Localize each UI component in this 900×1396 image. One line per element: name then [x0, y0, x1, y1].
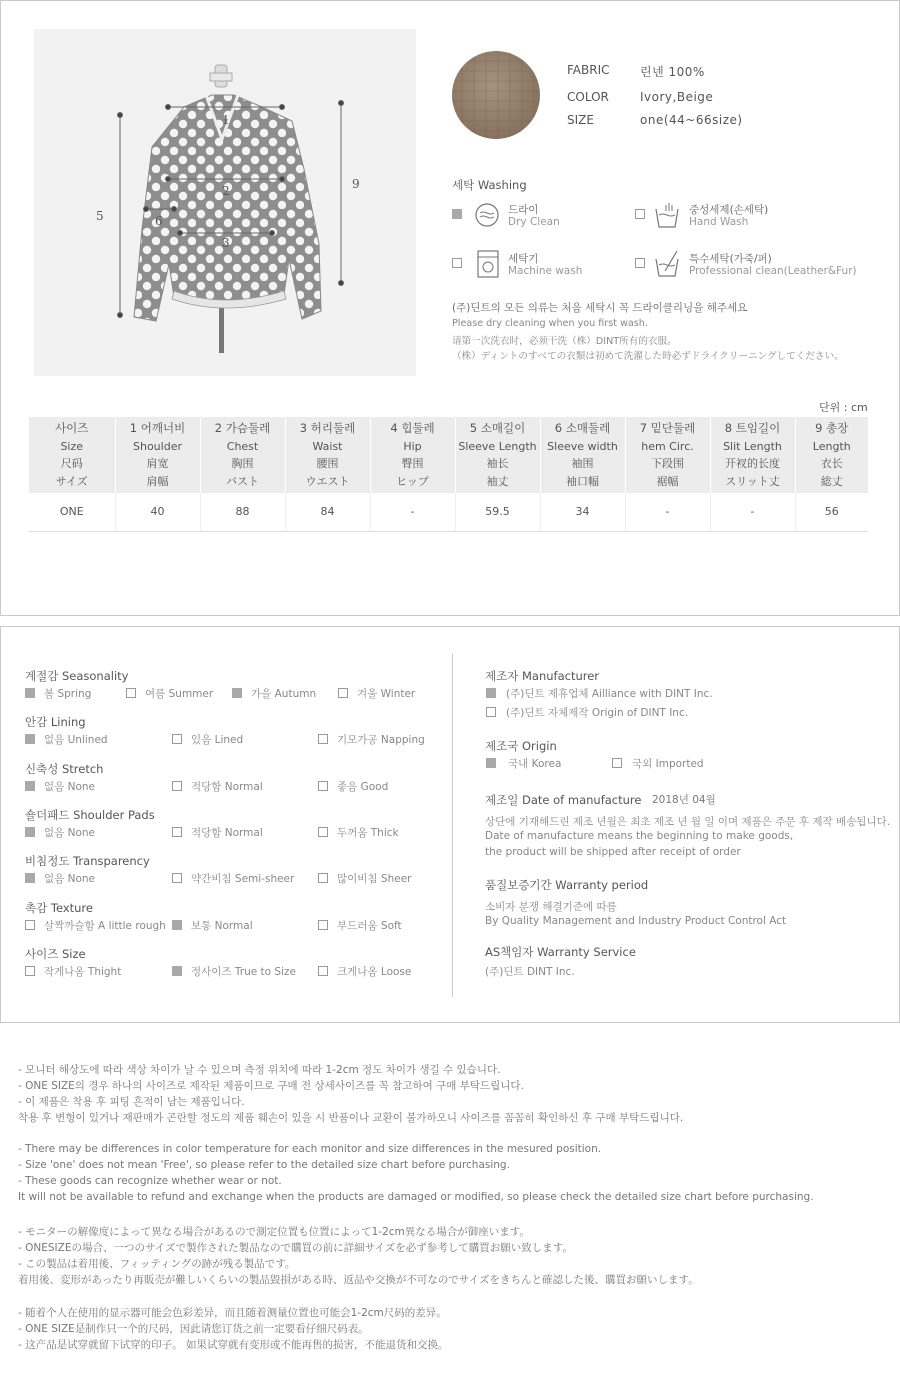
size-table-header-line: Shoulder: [133, 439, 182, 453]
attribute-option-checkbox: [172, 781, 182, 791]
size-table-header-line: 7 밑단둘레: [639, 421, 696, 435]
size-table-header-line: サイズ: [55, 474, 88, 488]
manufacture-date-title: 제조일 Date of manufacture: [485, 793, 642, 807]
attribute-option-checkbox: [172, 873, 182, 883]
size-table-header-line: 开衩的长度: [725, 457, 780, 470]
dry-clean-checkbox: [452, 209, 462, 219]
purchase-note-line: - These goods can recognize whether wear or not.: [18, 1175, 282, 1187]
attribute-option-checkbox: [172, 966, 182, 976]
origin-korea-label: 국내 Korea: [508, 758, 562, 770]
attribute-option-checkbox: [318, 827, 328, 837]
attribute-option-checkbox: [25, 873, 35, 883]
purchase-note-line: - ONE SIZE의 경우 하나의 사이즈로 제작된 제품이므로 구매 전 상세사이즈를 꼭 참고하여 구매 부탁드립니다.: [18, 1080, 524, 1092]
hand-wash-label: 중성세제(손세탁): [689, 204, 769, 216]
attribute-option-checkbox: [338, 688, 348, 698]
size-table-header-line: 袖口幅: [566, 474, 599, 488]
size-table-header-line: 袖丈: [486, 474, 509, 488]
size-table-cell: 59.5: [455, 493, 540, 531]
measure-label-2: 2: [222, 184, 230, 198]
size-table-header-line: 総丈: [820, 474, 843, 488]
origin-imported-checkbox: [612, 758, 622, 768]
attribute-option-checkbox: [172, 827, 182, 837]
size-table-header-row: [29, 417, 868, 493]
size-table-header-line: 8 트임길이: [724, 421, 781, 435]
purchase-note-line: - ONESIZEの場合、一つのサイズで製作された製品なので購買の前に詳細サイズを必ず参考して購買お願い致します。: [18, 1242, 573, 1254]
purchase-note-line: 着用後、変形があったり再販売が難しいくらいの製品毀損がある時、返品や交換が不可なのでサイズをきちんと確認した後、購買お願いします。: [18, 1274, 699, 1286]
size-table-cell: 84: [285, 493, 370, 531]
hand-wash-icon: [653, 201, 681, 229]
attribute-title: 비침정도 Transparency: [25, 854, 150, 868]
size-table-header-line: スリット丈: [725, 474, 780, 488]
size-table-header-line: 5 소매길이: [469, 421, 526, 435]
measure-label-5: 5: [96, 209, 104, 223]
manufacturer-alliance-label: (주)딘트 제휴업체 Ailliance with DINT Inc.: [506, 688, 713, 700]
professional-clean-label-en: Professional clean(Leather&Fur): [689, 265, 857, 277]
attribute-option-label: 살짝까슬함 A little rough: [44, 920, 166, 932]
attribute-title: 촉감 Texture: [25, 901, 93, 915]
size-table-header-cell: [285, 417, 370, 493]
manufacturer-alliance-checkbox: [486, 688, 496, 698]
attribute-option-label: 약간비침 Semi-sheer: [191, 873, 295, 885]
size-key: SIZE: [567, 113, 594, 127]
attribute-option-label: 겨울 Winter: [357, 688, 416, 700]
size-table-header-cell: [795, 417, 868, 493]
measure-label-6: 6: [155, 214, 163, 228]
dry-clean-icon: [473, 202, 501, 228]
purchase-note-line: It will not be available to refund and exchange when the products are damaged or modified, so please check the detailed size chart before purchasing.: [18, 1191, 814, 1203]
size-table-header-cell: [710, 417, 795, 493]
size-table-header-line: 尺码: [60, 457, 83, 470]
size-table-header-line: 9 총장: [815, 421, 849, 435]
attribute-option-label: 없음 None: [44, 873, 96, 885]
size-table-header-line: 腰围: [316, 457, 339, 470]
size-table-header-line: 3 허리둘레: [299, 421, 356, 435]
measure-label-1: 1: [222, 113, 230, 127]
size-table-header-line: 胸围: [231, 457, 254, 470]
washing-note-korean: (주)딘트의 모든 의류는 처음 세탁시 꼭 드라이클리닝을 해주세요: [452, 302, 748, 314]
product-spec-panel: [0, 0, 900, 616]
purchase-note-line: - There may be differences in color temperature for each monitor and size differences in the mesured position.: [18, 1143, 602, 1155]
machine-wash-label-en: Machine wash: [508, 265, 583, 277]
attribute-option-label: 없음 None: [44, 827, 96, 839]
purchase-note-line: - 이 제품은 착용 후 피팅 흔적이 남는 제품입니다.: [18, 1096, 245, 1108]
size-table-row: [29, 493, 868, 531]
color-value: Ivory,Beige: [640, 90, 714, 104]
purchase-note-line: - 随着个人在使用的显示器可能会色彩差异，而且随着测量位置也可能会1-2cm尺码的差异。: [18, 1307, 447, 1319]
washing-note-english: Please dry cleaning when you first wash.: [452, 318, 648, 329]
size-table-header-line: 肩宽: [146, 457, 169, 470]
size-table-cell: -: [710, 493, 795, 531]
size-table-header-line: 4 힙둘레: [390, 421, 435, 435]
size-table-header-cell: [29, 417, 115, 493]
size-table-header-line: Sleeve width: [547, 439, 618, 453]
unit-label: 단위 : cm: [819, 401, 868, 414]
size-table-header-line: 2 가슴둘레: [214, 421, 271, 435]
attribute-option-checkbox: [25, 966, 35, 976]
attribute-option-checkbox: [25, 734, 35, 744]
origin-imported-label: 국외 Imported: [632, 758, 704, 770]
size-table-header-line: Sleeve Length: [458, 439, 537, 453]
attribute-option-label: 적당함 Normal: [191, 781, 263, 793]
size-table-cell: -: [625, 493, 710, 531]
professional-clean-label: 특수세탁(가죽/퍼): [689, 253, 772, 265]
attribute-option-label: 두꺼움 Thick: [337, 827, 399, 839]
attribute-option-label: 보통 Normal: [191, 920, 253, 932]
size-table-header-line: 肩幅: [146, 474, 169, 488]
color-key: COLOR: [567, 90, 609, 104]
fabric-value: 린넨 100%: [640, 65, 705, 79]
warranty-service-value: (주)딘트 DINT Inc.: [485, 966, 575, 978]
attribute-option-label: 많이비침 Sheer: [337, 873, 412, 885]
purchase-note-line: - Size 'one' does not mean 'Free', so please refer to the detailed size chart before purchasing.: [18, 1159, 510, 1171]
manufacture-date-note-en-2: the product will be shipped after receipt of order: [485, 846, 741, 858]
size-table-header-line: Hip: [403, 439, 422, 453]
fabric-key: FABRIC: [567, 63, 610, 77]
attribute-option-label: 작게나옴 Thight: [44, 966, 122, 978]
size-table-header-line: 袖长: [486, 457, 509, 470]
professional-clean-checkbox: [635, 258, 645, 268]
size-table-header-cell: [370, 417, 455, 493]
washing-note-chinese: 请第一次洗衣时，必须干洗（株）DINT所有的衣服。: [452, 336, 677, 347]
warranty-service-title: AS책임자 Warranty Service: [485, 945, 636, 959]
warranty-period-title: 품질보증기간 Warranty period: [485, 878, 649, 892]
machine-wash-checkbox: [452, 258, 462, 268]
size-table-header-line: 1 어깨너비: [129, 421, 186, 435]
origin-title: 제조국 Origin: [485, 739, 557, 753]
manufacturer-origin-checkbox: [486, 707, 496, 717]
size-table-cell: -: [370, 493, 455, 531]
size-table-cell: ONE: [29, 493, 115, 531]
size-table-header-line: 袖围: [571, 457, 594, 470]
attribute-option-label: 적당함 Normal: [191, 827, 263, 839]
purchase-note-line: 착용 후 변형이 있거나 재판매가 곤란할 정도의 제품 훼손이 있을 시 반품이나 교환이 불가하오니 사이즈를 꼼꼼히 확인하신 후 구매 부탁드립니다.: [18, 1112, 684, 1124]
size-table-cell: 88: [200, 493, 285, 531]
size-table-header-cell: [200, 417, 285, 493]
attribute-option-checkbox: [25, 920, 35, 930]
attribute-title: 안감 Lining: [25, 715, 86, 729]
size-table-header-line: 下段围: [651, 457, 684, 470]
dry-clean-label: 드라이: [508, 204, 539, 216]
attribute-option-label: 없음 Unlined: [44, 734, 108, 746]
attribute-option-checkbox: [126, 688, 136, 698]
size-table-header-line: 6 소매둘레: [554, 421, 611, 435]
size-table: [29, 417, 868, 532]
washing-title: 세탁 Washing: [452, 178, 527, 192]
attribute-title: 숄더패드 Shoulder Pads: [25, 808, 155, 822]
attribute-option-checkbox: [172, 734, 182, 744]
machine-wash-label: 세탁기: [508, 253, 539, 265]
purchase-note-line: - ONE SIZE是制作只一个的尺码，因此请您订货之前一定要看仔细尺码表。: [18, 1323, 369, 1335]
origin-korea-checkbox: [486, 758, 496, 768]
attribute-option-label: 기모가공 Napping: [337, 734, 425, 746]
washing-note-japanese: （株）ディントのすべての衣類は初めて洗濯した時必ずドライクリーニングしてください。: [452, 351, 844, 362]
attribute-option-checkbox: [232, 688, 242, 698]
attribute-option-checkbox: [25, 781, 35, 791]
purchase-note-line: - 모니터 해상도에 따라 색상 차이가 날 수 있으며 측정 위치에 따라 1-2cm 정도 차이가 생길 수 있습니다.: [18, 1064, 501, 1076]
manufacturer-title: 제조자 Manufacturer: [485, 669, 600, 683]
attribute-title: 계절감 Seasonality: [25, 669, 129, 683]
size-table-header-line: ウエスト: [305, 474, 350, 488]
size-table-header-line: ヒップ: [396, 474, 429, 488]
attribute-option-checkbox: [318, 873, 328, 883]
size-table-cell: 40: [115, 493, 200, 531]
size-table-cell: 34: [540, 493, 625, 531]
manufacture-date-value: 2018년 04월: [652, 794, 716, 806]
size-table-header-cell: [455, 417, 540, 493]
size-table-cell: 56: [795, 493, 868, 531]
jacket-on-mannequin-drawing: [34, 29, 416, 376]
professional-clean-icon: [653, 249, 681, 279]
product-attributes-panel: [0, 626, 900, 1023]
fabric-swatch: [452, 51, 540, 139]
size-table-header-line: Waist: [312, 439, 343, 453]
size-table-header-line: Length: [812, 439, 851, 453]
manufacture-date-note-en-1: Date of manufacture means the beginning to make goods,: [485, 830, 794, 842]
garment-measurement-illustration: [34, 29, 416, 376]
size-table-header-line: 사이즈: [55, 421, 89, 435]
attribute-option-label: 가을 Autumn: [251, 688, 317, 700]
size-table-header-line: 裾幅: [656, 474, 679, 488]
attribute-option-checkbox: [25, 827, 35, 837]
attribute-option-label: 봄 Spring: [44, 688, 92, 700]
hand-wash-checkbox: [635, 209, 645, 219]
purchase-note-line: - この製品は着用後、フィッティングの跡が残る製品です。: [18, 1258, 296, 1270]
size-table-header-cell: [625, 417, 710, 493]
size-table-header-line: 臀围: [401, 457, 424, 470]
size-table-header-cell: [115, 417, 200, 493]
attribute-option-label: 있음 Lined: [191, 734, 244, 746]
warranty-period-en: By Quality Management and Industry Product Control Act: [485, 915, 787, 927]
attribute-option-label: 크게나옴 Loose: [337, 966, 412, 978]
dry-clean-label-en: Dry Clean: [508, 216, 560, 228]
attribute-title: 사이즈 Size: [25, 947, 86, 961]
manufacture-date-note-ko: 상단에 기재해드린 제조 년월은 최초 제조 년 월 일 이며 제품은 주문 후 제작 배송됩니다.: [485, 816, 891, 828]
attribute-option-checkbox: [172, 920, 182, 930]
attribute-option-label: 좋음 Good: [337, 781, 389, 793]
attribute-option-label: 정사이즈 True to Size: [191, 966, 296, 978]
attribute-option-label: 부드러움 Soft: [337, 920, 402, 932]
attribute-option-checkbox: [25, 688, 35, 698]
attribute-option-label: 여름 Summer: [145, 688, 214, 700]
hand-wash-label-en: Hand Wash: [689, 216, 749, 228]
size-table-header-cell: [540, 417, 625, 493]
size-table-header-line: Slit Length: [723, 439, 782, 453]
size-table-header-line: バスト: [226, 474, 259, 488]
size-table-header-line: Size: [60, 439, 84, 453]
measure-label-3: 3: [222, 236, 230, 250]
attribute-option-checkbox: [318, 920, 328, 930]
purchase-note-line: - 这产品是试穿就留下试穿的印子。 如果试穿就有变形或不能再售的损害，不能退货和交换。: [18, 1339, 449, 1351]
manufacturer-origin-label: (주)딘트 자체제작 Origin of DINT Inc.: [506, 707, 689, 719]
column-divider: [452, 653, 453, 997]
size-table-header-line: hem Circ.: [641, 439, 694, 453]
measure-label-9: 9: [352, 177, 360, 191]
attribute-option-checkbox: [318, 781, 328, 791]
attribute-title: 신축성 Stretch: [25, 762, 104, 776]
size-table-header-line: 衣长: [820, 457, 843, 470]
machine-wash-icon: [475, 249, 501, 279]
attribute-option-label: 없음 None: [44, 781, 96, 793]
attribute-option-checkbox: [318, 734, 328, 744]
purchase-note-line: - モニターの解像度によって異なる場合があるので測定位置も位置によって1-2cm異なる場合が御座います。: [18, 1226, 530, 1238]
size-value: one(44~66size): [640, 113, 743, 127]
size-table-header-line: Chest: [226, 439, 259, 453]
attribute-option-checkbox: [318, 966, 328, 976]
warranty-period-ko: 소비자 분쟁 해결기준에 따름: [485, 901, 617, 913]
